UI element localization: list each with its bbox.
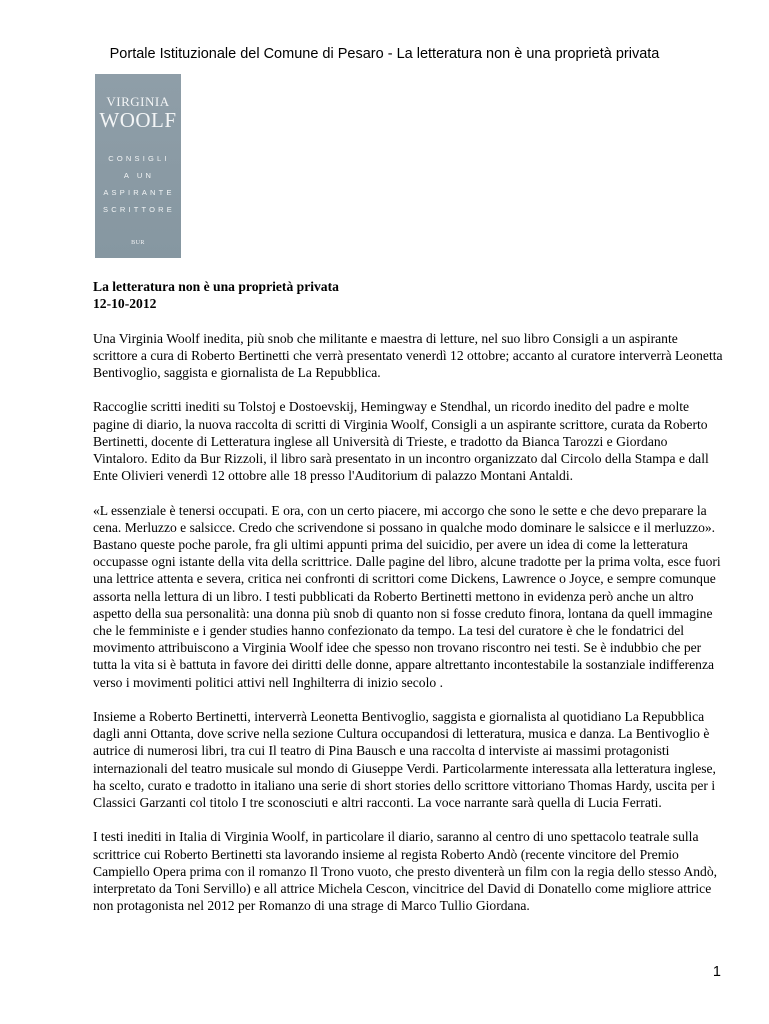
cover-subtitle-line: SCRITTORE (103, 205, 175, 214)
cover-subtitle-line: CONSIGLI (108, 154, 170, 163)
article-paragraph: Insieme a Roberto Bertinetti, interverrà Leonetta Bentivoglio, saggista e giornalista al quotidiano La Repubblica dagli anni Ottanta, dove scrive nella sezione Cultura occupandosi di letteratura, musica e danza. La Bentivoglio è autrice di numerosi libri, tra cui Il teatro di Pina Bausch e una raccolta d interviste ai massimi protagonisti internazionali del teatro musicale sul mondo di Giuseppe Verdi. Particolarmente interessata alla letteratura inglese, ha scelto, curato e tradotto in italiano una serie di short stories dello scrittore vittoriano Thomas Hardy, uscita per i Classici Garzanti col titolo I tre sconosciuti e altri racconti. La voce narrante sarà quella di Lucia Ferrati. (93, 709, 716, 811)
article-body (93, 278, 723, 932)
article-date: 12-10-2012 (93, 296, 157, 312)
page-header: Portale Istituzionale del Comune di Pesaro - La letteratura non è una proprietà privata (109, 46, 660, 62)
cover-publisher-logo: BUR (131, 240, 145, 246)
cover-author-first: VIRGINIA (106, 94, 170, 109)
article-paragraph: I testi inediti in Italia di Virginia Woolf, in particolare il diario, saranno al centro di uno spettacolo teatrale sulla scrittrice cui Roberto Bertinetti sta lavorando insieme al regista Roberto Andò (recente vincitore del Premio Campiello Opera prima con il romanzo Il Trono vuoto, che presto diventerà un film con la regia dello stesso Andò, interpretato da Toni Servillo) e all attrice Michela Cescon, vincitrice del David di Donatello come migliore attrice non protagonista nel 2012 per Romanzo di una strage di Marco Tullio Giordana. (93, 829, 718, 914)
article-paragraph: Raccoglie scritti inediti su Tolstoj e Dostoevskij, Hemingway e Stendhal, un ricordo inedito del padre e molte pagine di diario, la nuova raccolta di scritti di Virginia Woolf, Consigli a un aspirante scrittore, curata da Roberto Bertinetti, docente di Letteratura inglese all Università di Trieste, e tradotto da Bianca Tarozzi e Giordano Vintaloro. Edito da Bur Rizzoli, il libro sarà presentato in un incontro organizzato dal Circolo della Stampa e dall Ente Olivieri venerdì 12 ottobre alle 18 presso l'Auditorium di palazzo Montani Antaldi. (93, 399, 709, 484)
article-paragraph: «L essenziale è tenersi occupati. E ora, con un certo piacere, mi accorgo che sono le sette e che devo preparare la cena. Merluzzo e salsicce. Credo che scrivendone si possano in qualche modo dominare le salsicce e il merluzzo». Bastano queste poche parole, fra gli ultimi appunti prima del suicidio, per avere un idea di come la letteratura occupasse ogni istante della vita della scrittrice. Dalle pagine del libro, alcune tradotte per la prima volta, esce fuori una lettrice attenta e severa, critica nei confronti di scrittori come Dickens, Lawrence o Joyce, e sempre comunque assorta nella lettura di un libro. I testi pubblicati da Roberto Bertinetti mettono in evidenza però anche un altro aspetto della sua personalità: una donna più snob di quanto non si fosse creduto finora, lontana da quell immagine che le femministe e i gender studies hanno confezionato da tempo. La tesi del curatore è che le fondatrici del movimento attribuiscono a Virginia Woolf idee che spesso non trovano riscontro nei testi. Se è indubbio che per tutta la vita si è battuta in favore dei diritti delle donne, appare altrettanto incontestabile la sostanziale indifferenza verso i movimenti politici attivi nell Inghilterra di inizio secolo . (93, 502, 721, 690)
page-number: 1 (712, 964, 721, 980)
cover-subtitle-line: ASPIRANTE (103, 188, 175, 197)
article-paragraph: Una Virginia Woolf inedita, più snob che militante e maestra di letture, nel suo libro Consigli a un aspirante scrittore a cura di Roberto Bertinetti che verrà presentato venerdì 12 ottobre; accanto al curatore interverrà Leonetta Bentivoglio, saggista e giornalista de La Repubblica. (93, 330, 723, 380)
article-title: La letteratura non è una proprietà privata (93, 279, 339, 294)
cover-author-last: WOOLF (99, 108, 177, 132)
cover-subtitle-line: A UN (123, 171, 155, 180)
book-cover-image (95, 74, 181, 258)
